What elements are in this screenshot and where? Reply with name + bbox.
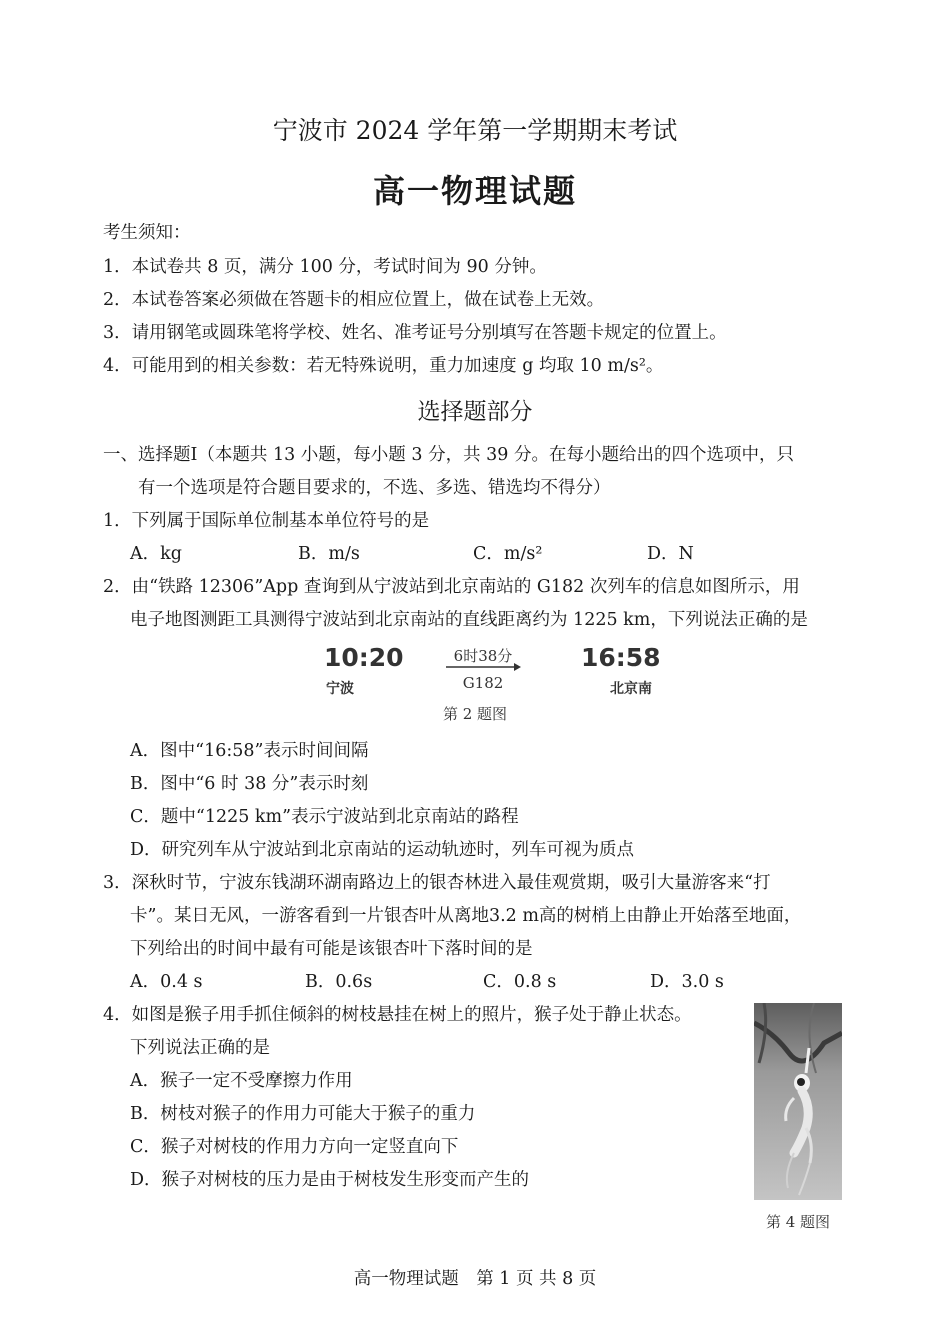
q2-direction-arrow [446, 662, 522, 672]
q1-option-d: D．N [647, 544, 694, 564]
q4-monkey-photo [754, 1003, 842, 1200]
q4-stem-line1: 4．如图是猴子用手抓住倾斜的树枝悬挂在树上的照片，猴子处于静止状态。 [103, 1005, 692, 1025]
page-footer: 高一物理试题 第 1 页 共 8 页 [353, 1269, 597, 1289]
part1-instructions-line1: 一、选择题Ⅰ（本题共 13 小题，每小题 3 分，共 39 分。在每小题给出的四个选项中，只 [103, 445, 794, 465]
q4-option-b: B．树枝对猴子的作用力可能大于猴子的重力 [130, 1104, 476, 1124]
q3-option-c: C．0.8 s [483, 972, 557, 992]
q1-option-a: A．kg [130, 544, 182, 564]
exam-title: 宁波市 2024 学年第一学期期末考试 [272, 116, 678, 145]
q1-option-c: C．m/s² [473, 544, 543, 564]
notice-item-4: 4．可能用到的相关参数：若无特殊说明，重力加速度 g 均取 10 m/s²。 [103, 356, 664, 376]
notice-item-1: 1．本试卷共 8 页，满分 100 分，考试时间为 90 分钟。 [103, 257, 547, 277]
q2-option-c: C．题中“1225 km”表示宁波站到北京南站的路程 [130, 807, 519, 827]
q4-option-c: C．猴子对树枝的作用力方向一定竖直向下 [130, 1137, 459, 1157]
notice-item-3: 3．请用钢笔或圆珠笔将学校、姓名、准考证号分别填写在答题卡规定的位置上。 [103, 323, 727, 343]
q3-option-d: D．3.0 s [650, 972, 724, 992]
q4-option-d: D．猴子对树枝的压力是由于树枝发生形变而产生的 [130, 1170, 530, 1190]
q3-option-b: B．0.6s [305, 972, 373, 992]
exam-subject-title: 高一物理试题 [372, 172, 577, 210]
q4-stem-line2: 下列说法正确的是 [130, 1038, 270, 1058]
q3-stem-line3: 下列给出的时间中最有可能是该银杏叶下落时间的是 [130, 939, 533, 959]
section-title: 选择题部分 [417, 399, 533, 425]
q2-train-number: G182 [462, 674, 504, 692]
q2-depart-time: 10:20 [324, 643, 404, 672]
q4-figure-caption: 第 4 题图 [765, 1213, 831, 1231]
q2-stem-line2: 电子地图测距工具测得宁波站到北京南站的直线距离约为 1225 km，下列说法正确的是 [130, 610, 808, 630]
q2-option-a: A．图中“16:58”表示时间间隔 [130, 741, 369, 761]
notice-heading: 考生须知： [103, 223, 191, 243]
q2-stem-line1: 2．由“铁路 12306”App 查询到从宁波站到北京南站的 G182 次列车的信息如图所示，用 [103, 577, 800, 597]
q2-option-b: B．图中“6 时 38 分”表示时刻 [130, 774, 369, 794]
q2-depart-station: 宁波 [326, 681, 354, 697]
q2-option-d: D．研究列车从宁波站到北京南站的运动轨迹时，列车可视为质点 [130, 840, 635, 860]
q2-arrive-time: 16:58 [581, 643, 661, 672]
q3-stem-line1: 3．深秋时节，宁波东钱湖环湖南路边上的银杏林进入最佳观赏期，吸引大量游客来“打 [103, 873, 771, 893]
part1-instructions-line2: 有一个选项是符合题目要求的，不选、多选、错选均不得分） [138, 478, 611, 498]
q2-duration: 6时38分 [453, 647, 513, 665]
q4-option-a: A．猴子一定不受摩擦力作用 [130, 1071, 353, 1091]
q1-stem: 1．下列属于国际单位制基本单位符号的是 [103, 511, 430, 531]
q1-option-b: B．m/s [298, 544, 360, 564]
q3-stem-line2: 卡”。某日无风，一游客看到一片银杏叶从离地3.2 m高的树梢上由静止开始落至地面， [130, 906, 802, 926]
q3-option-a: A．0.4 s [130, 972, 203, 992]
q2-arrive-station: 北京南 [610, 681, 652, 697]
notice-item-2: 2．本试卷答案必须做在答题卡的相应位置上，做在试卷上无效。 [103, 290, 605, 310]
q2-figure-caption: 第 2 题图 [442, 705, 508, 723]
